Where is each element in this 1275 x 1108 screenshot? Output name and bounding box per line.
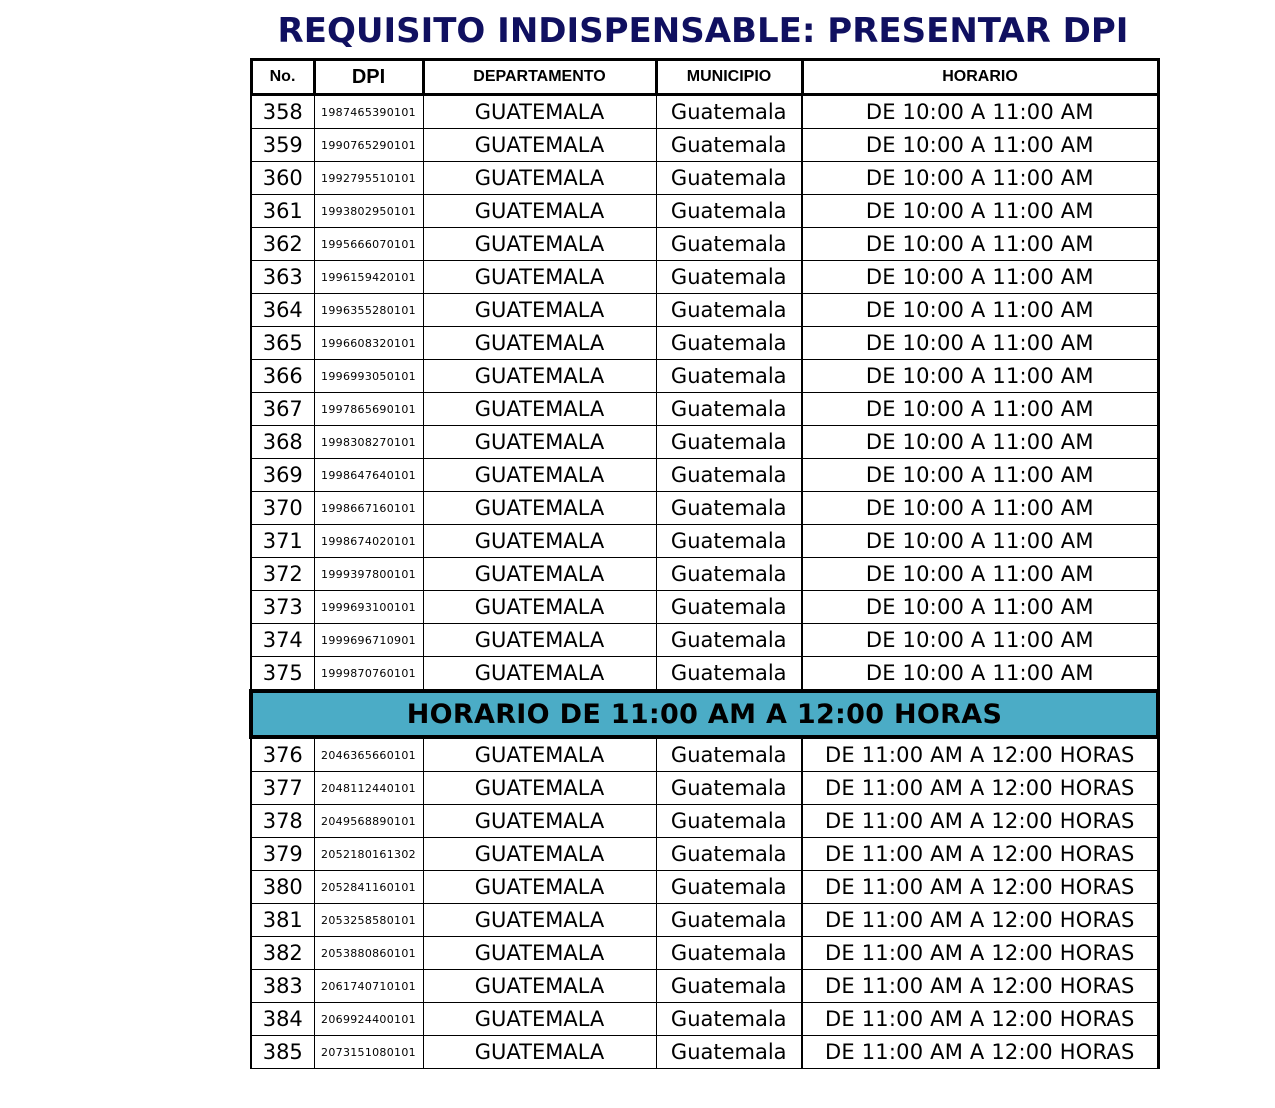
cell-dpi: 1996993050101	[314, 360, 423, 393]
cell-horario: DE 11:00 AM A 12:00 HORAS	[802, 970, 1158, 1003]
cell-dpi: 2048112440101	[314, 772, 423, 805]
cell-municipio: Guatemala	[656, 591, 802, 624]
cell-horario: DE 10:00 A 11:00 AM	[802, 426, 1158, 459]
cell-horario: DE 10:00 A 11:00 AM	[802, 327, 1158, 360]
cell-departamento: GUATEMALA	[423, 1036, 656, 1069]
cell-dpi: 2049568890101	[314, 805, 423, 838]
cell-municipio: Guatemala	[656, 228, 802, 261]
cell-departamento: GUATEMALA	[423, 737, 656, 772]
cell-municipio: Guatemala	[656, 871, 802, 904]
cell-no: 371	[251, 525, 314, 558]
cell-horario: DE 10:00 A 11:00 AM	[802, 558, 1158, 591]
table-row	[251, 904, 1158, 937]
cell-dpi: 2061740710101	[314, 970, 423, 1003]
cell-horario: DE 11:00 AM A 12:00 HORAS	[802, 838, 1158, 871]
cell-horario: DE 11:00 AM A 12:00 HORAS	[802, 871, 1158, 904]
section-heading: HORARIO DE 11:00 AM A 12:00 HORAS	[251, 691, 1158, 737]
cell-dpi: 2046365660101	[314, 737, 423, 772]
cell-municipio: Guatemala	[656, 294, 802, 327]
cell-municipio: Guatemala	[656, 360, 802, 393]
table-row	[251, 1003, 1158, 1036]
table-row	[251, 360, 1158, 393]
cell-horario: DE 11:00 AM A 12:00 HORAS	[802, 737, 1158, 772]
cell-no: 375	[251, 657, 314, 692]
cell-municipio: Guatemala	[656, 426, 802, 459]
cell-municipio: Guatemala	[656, 737, 802, 772]
cell-departamento: GUATEMALA	[423, 393, 656, 426]
cell-no: 368	[251, 426, 314, 459]
cell-no: 373	[251, 591, 314, 624]
cell-horario: DE 10:00 A 11:00 AM	[802, 228, 1158, 261]
cell-dpi: 1998647640101	[314, 459, 423, 492]
table-row	[251, 772, 1158, 805]
cell-municipio: Guatemala	[656, 772, 802, 805]
cell-dpi: 1996355280101	[314, 294, 423, 327]
cell-municipio: Guatemala	[656, 195, 802, 228]
cell-no: 361	[251, 195, 314, 228]
cell-horario: DE 11:00 AM A 12:00 HORAS	[802, 1036, 1158, 1069]
table-row	[251, 805, 1158, 838]
cell-dpi: 2052180161302	[314, 838, 423, 871]
table-row	[251, 657, 1158, 692]
cell-dpi: 1993802950101	[314, 195, 423, 228]
cell-departamento: GUATEMALA	[423, 558, 656, 591]
cell-departamento: GUATEMALA	[423, 805, 656, 838]
table-row	[251, 393, 1158, 426]
cell-dpi: 1999693100101	[314, 591, 423, 624]
cell-no: 380	[251, 871, 314, 904]
cell-horario: DE 10:00 A 11:00 AM	[802, 393, 1158, 426]
cell-municipio: Guatemala	[656, 129, 802, 162]
cell-no: 378	[251, 805, 314, 838]
cell-horario: DE 10:00 A 11:00 AM	[802, 162, 1158, 195]
cell-no: 360	[251, 162, 314, 195]
cell-no: 366	[251, 360, 314, 393]
cell-no: 382	[251, 937, 314, 970]
cell-municipio: Guatemala	[656, 327, 802, 360]
cell-municipio: Guatemala	[656, 525, 802, 558]
cell-municipio: Guatemala	[656, 95, 802, 129]
cell-no: 365	[251, 327, 314, 360]
cell-horario: DE 11:00 AM A 12:00 HORAS	[802, 904, 1158, 937]
cell-municipio: Guatemala	[656, 1003, 802, 1036]
cell-no: 384	[251, 1003, 314, 1036]
table-row	[251, 129, 1158, 162]
cell-horario: DE 10:00 A 11:00 AM	[802, 360, 1158, 393]
cell-horario: DE 11:00 AM A 12:00 HORAS	[802, 937, 1158, 970]
cell-dpi: 2053880860101	[314, 937, 423, 970]
cell-no: 385	[251, 1036, 314, 1069]
cell-departamento: GUATEMALA	[423, 838, 656, 871]
cell-dpi: 1999696710901	[314, 624, 423, 657]
cell-no: 376	[251, 737, 314, 772]
table-body-first-slot	[251, 95, 1158, 692]
cell-horario: DE 10:00 A 11:00 AM	[802, 129, 1158, 162]
cell-dpi: 1998308270101	[314, 426, 423, 459]
cell-dpi: 1996159420101	[314, 261, 423, 294]
column-header-departamento: DEPARTAMENTO	[423, 60, 656, 95]
cell-dpi: 1995666070101	[314, 228, 423, 261]
cell-dpi: 1999397800101	[314, 558, 423, 591]
table-row	[251, 838, 1158, 871]
cell-no: 369	[251, 459, 314, 492]
cell-departamento: GUATEMALA	[423, 459, 656, 492]
cell-horario: DE 10:00 A 11:00 AM	[802, 525, 1158, 558]
table-row	[251, 261, 1158, 294]
cell-departamento: GUATEMALA	[423, 624, 656, 657]
cell-municipio: Guatemala	[656, 970, 802, 1003]
table-row	[251, 492, 1158, 525]
cell-no: 364	[251, 294, 314, 327]
section-heading-row	[251, 691, 1158, 737]
cell-dpi: 1997865690101	[314, 393, 423, 426]
table-row	[251, 195, 1158, 228]
cell-horario: DE 10:00 A 11:00 AM	[802, 261, 1158, 294]
cell-departamento: GUATEMALA	[423, 492, 656, 525]
cell-dpi: 1992795510101	[314, 162, 423, 195]
cell-municipio: Guatemala	[656, 624, 802, 657]
page-title: REQUISITO INDISPENSABLE: PRESENTAR DPI	[277, 11, 1129, 51]
cell-no: 374	[251, 624, 314, 657]
cell-municipio: Guatemala	[656, 261, 802, 294]
cell-horario: DE 10:00 A 11:00 AM	[802, 591, 1158, 624]
table-row	[251, 162, 1158, 195]
cell-municipio: Guatemala	[656, 558, 802, 591]
table-header	[251, 60, 1158, 95]
column-header-dpi: DPI	[314, 60, 423, 95]
cell-dpi: 1998667160101	[314, 492, 423, 525]
cell-dpi: 2053258580101	[314, 904, 423, 937]
cell-dpi: 1987465390101	[314, 95, 423, 129]
cell-horario: DE 11:00 AM A 12:00 HORAS	[802, 1003, 1158, 1036]
section-divider	[251, 691, 1158, 737]
cell-dpi: 2052841160101	[314, 871, 423, 904]
cell-horario: DE 11:00 AM A 12:00 HORAS	[802, 805, 1158, 838]
cell-departamento: GUATEMALA	[423, 228, 656, 261]
cell-no: 358	[251, 95, 314, 129]
cell-horario: DE 10:00 A 11:00 AM	[802, 195, 1158, 228]
cell-municipio: Guatemala	[656, 937, 802, 970]
cell-departamento: GUATEMALA	[423, 970, 656, 1003]
cell-departamento: GUATEMALA	[423, 129, 656, 162]
schedule-table	[249, 58, 1160, 1069]
cell-departamento: GUATEMALA	[423, 657, 656, 692]
cell-departamento: GUATEMALA	[423, 426, 656, 459]
cell-departamento: GUATEMALA	[423, 95, 656, 129]
cell-departamento: GUATEMALA	[423, 162, 656, 195]
column-header-horario: HORARIO	[802, 60, 1158, 95]
cell-municipio: Guatemala	[656, 492, 802, 525]
cell-dpi: 1998674020101	[314, 525, 423, 558]
cell-municipio: Guatemala	[656, 459, 802, 492]
table-row	[251, 426, 1158, 459]
column-header-municipio: MUNICIPIO	[656, 60, 802, 95]
cell-no: 379	[251, 838, 314, 871]
cell-departamento: GUATEMALA	[423, 360, 656, 393]
table-row	[251, 327, 1158, 360]
table-row	[251, 459, 1158, 492]
table-row	[251, 624, 1158, 657]
cell-departamento: GUATEMALA	[423, 937, 656, 970]
cell-horario: DE 10:00 A 11:00 AM	[802, 624, 1158, 657]
cell-departamento: GUATEMALA	[423, 294, 656, 327]
cell-municipio: Guatemala	[656, 838, 802, 871]
cell-municipio: Guatemala	[656, 904, 802, 937]
cell-dpi: 1990765290101	[314, 129, 423, 162]
cell-dpi: 1999870760101	[314, 657, 423, 692]
cell-no: 370	[251, 492, 314, 525]
cell-departamento: GUATEMALA	[423, 1003, 656, 1036]
cell-horario: DE 11:00 AM A 12:00 HORAS	[802, 772, 1158, 805]
cell-municipio: Guatemala	[656, 162, 802, 195]
cell-municipio: Guatemala	[656, 393, 802, 426]
cell-horario: DE 10:00 A 11:00 AM	[802, 657, 1158, 692]
cell-no: 362	[251, 228, 314, 261]
cell-dpi: 2069924400101	[314, 1003, 423, 1036]
cell-dpi: 1996608320101	[314, 327, 423, 360]
table-body-second-slot	[251, 737, 1158, 1069]
cell-departamento: GUATEMALA	[423, 261, 656, 294]
table-row	[251, 970, 1158, 1003]
column-header-no: No.	[251, 60, 314, 95]
table-row	[251, 1036, 1158, 1069]
cell-departamento: GUATEMALA	[423, 591, 656, 624]
table-row	[251, 95, 1158, 129]
cell-horario: DE 10:00 A 11:00 AM	[802, 294, 1158, 327]
table-row	[251, 937, 1158, 970]
cell-no: 383	[251, 970, 314, 1003]
cell-horario: DE 10:00 A 11:00 AM	[802, 459, 1158, 492]
table-row	[251, 294, 1158, 327]
cell-dpi: 2073151080101	[314, 1036, 423, 1069]
cell-departamento: GUATEMALA	[423, 772, 656, 805]
cell-departamento: GUATEMALA	[423, 525, 656, 558]
cell-departamento: GUATEMALA	[423, 871, 656, 904]
table-row	[251, 558, 1158, 591]
table-row	[251, 228, 1158, 261]
cell-departamento: GUATEMALA	[423, 904, 656, 937]
cell-municipio: Guatemala	[656, 657, 802, 692]
cell-departamento: GUATEMALA	[423, 327, 656, 360]
table-row	[251, 591, 1158, 624]
cell-no: 377	[251, 772, 314, 805]
cell-horario: DE 10:00 A 11:00 AM	[802, 95, 1158, 129]
cell-municipio: Guatemala	[656, 1036, 802, 1069]
cell-horario: DE 10:00 A 11:00 AM	[802, 492, 1158, 525]
cell-no: 363	[251, 261, 314, 294]
cell-no: 367	[251, 393, 314, 426]
cell-departamento: GUATEMALA	[423, 195, 656, 228]
cell-no: 381	[251, 904, 314, 937]
table-row	[251, 737, 1158, 772]
table-row	[251, 525, 1158, 558]
cell-municipio: Guatemala	[656, 805, 802, 838]
table-row	[251, 871, 1158, 904]
cell-no: 359	[251, 129, 314, 162]
cell-no: 372	[251, 558, 314, 591]
header-row	[251, 60, 1158, 95]
